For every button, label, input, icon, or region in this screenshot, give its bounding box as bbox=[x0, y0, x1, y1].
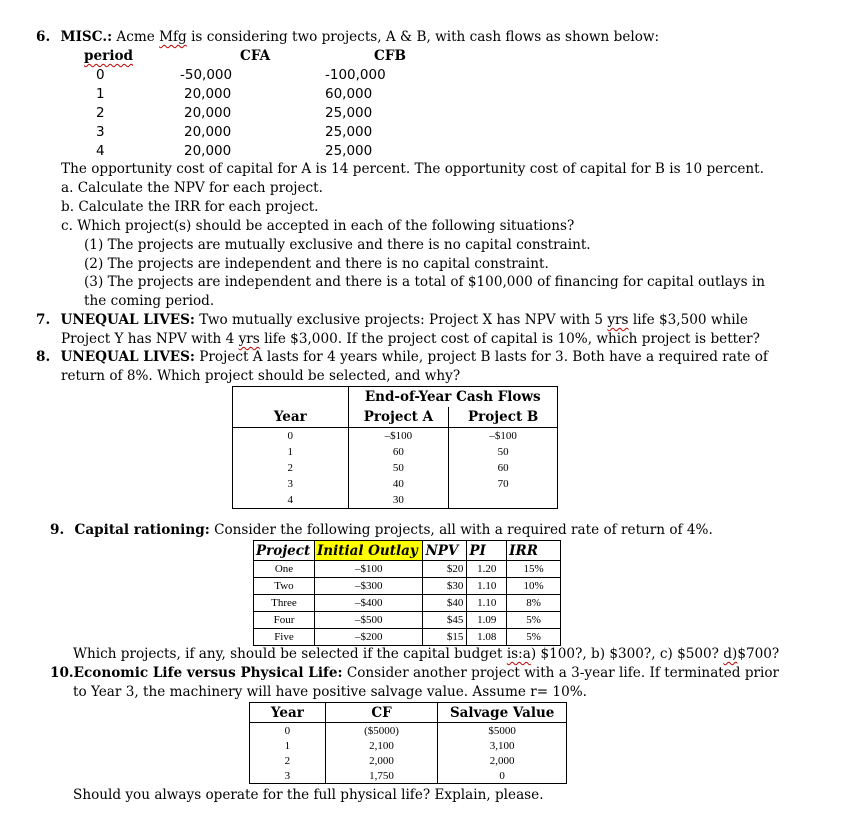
q9-npv: $40 bbox=[423, 595, 467, 612]
q10-cf: ($5000) bbox=[325, 723, 438, 739]
q8-label: UNEQUAL LIVES: bbox=[60, 349, 195, 365]
q9-project: Five bbox=[254, 629, 315, 646]
q10-table bbox=[249, 702, 567, 784]
q8-line1: Project A lasts for 4 years while, project B lasts for 3. Both have a required rate of bbox=[194, 349, 768, 365]
q6-period: 2 bbox=[96, 105, 105, 121]
table-row bbox=[254, 629, 561, 646]
q8-b: 50 bbox=[449, 444, 558, 460]
q6-cfb: 25,000 bbox=[325, 105, 373, 121]
table-row bbox=[233, 460, 558, 476]
table-row bbox=[233, 444, 558, 460]
q6-number: 6. bbox=[36, 29, 51, 45]
q9-table bbox=[253, 540, 561, 646]
q10-salvage: 0 bbox=[438, 768, 567, 784]
q9-npv: $20 bbox=[423, 561, 467, 578]
q10-line2: to Year 3, the machinery will have positive salvage value. Assume r= 10%. bbox=[73, 684, 587, 700]
q10-cf: 1,750 bbox=[325, 768, 438, 784]
q8-table bbox=[232, 386, 558, 509]
q8-number: 8. bbox=[36, 349, 51, 365]
q6-period: 4 bbox=[96, 143, 105, 159]
q8-a: –$100 bbox=[348, 428, 449, 445]
q9-irr: 15% bbox=[507, 561, 561, 578]
q8-corner bbox=[233, 387, 349, 408]
q9-npv: $30 bbox=[423, 578, 467, 595]
q8-line2: return of 8%. Which project should be selected, and why? bbox=[61, 368, 461, 384]
q9-outlay: –$300 bbox=[314, 578, 422, 595]
q10-col-salvage: Salvage Value bbox=[438, 703, 567, 723]
q9-outlay: –$500 bbox=[314, 612, 422, 629]
q9-npv: $15 bbox=[423, 629, 467, 646]
q9-col-outlay: Initial Outlay bbox=[314, 541, 422, 561]
q9-question-post: $700? bbox=[737, 646, 780, 662]
table-row bbox=[250, 753, 567, 768]
q9-project: One bbox=[254, 561, 315, 578]
q6-col-cfb: CFB bbox=[374, 48, 406, 64]
q6-cfb: 25,000 bbox=[325, 143, 373, 159]
q8-year: 0 bbox=[233, 428, 349, 445]
q9-question-word: is:a bbox=[506, 646, 531, 662]
q9-pi: 1.10 bbox=[467, 595, 507, 612]
q8-heading bbox=[36, 348, 768, 366]
q8-year: 4 bbox=[233, 492, 349, 509]
q9-question-pre: Which projects, if any, should be selected if the capital budget bbox=[73, 646, 507, 662]
q9-label: Capital rationing: bbox=[74, 522, 210, 538]
q6-cfa: 20,000 bbox=[184, 143, 232, 159]
q6-period: 1 bbox=[96, 86, 105, 102]
q9-col-irr: IRR bbox=[507, 541, 561, 561]
q6-opp-cost: The opportunity cost of capital for A is 14 percent. The opportunity cost of capital for B is 10 percent. bbox=[61, 161, 764, 177]
q9-question-mid: ) $100?, b) $300?, c) $500? bbox=[530, 646, 724, 662]
q8-b: 70 bbox=[449, 476, 558, 492]
q10-cf: 2,000 bbox=[325, 753, 438, 768]
q7-heading bbox=[36, 311, 748, 329]
q6-part-c2: (2) The projects are independent and there is no capital constraint. bbox=[84, 256, 549, 272]
table-row bbox=[250, 738, 567, 753]
q6-intro-word: Mfg bbox=[159, 29, 187, 45]
q6-cfb: 60,000 bbox=[325, 86, 373, 102]
q8-col-year: Year bbox=[233, 407, 349, 428]
q6-cfa: 20,000 bbox=[184, 105, 232, 121]
q9-irr: 8% bbox=[507, 595, 561, 612]
q6-col-period: period bbox=[84, 48, 134, 64]
q8-b: –$100 bbox=[449, 428, 558, 445]
q10-col-cf: CF bbox=[325, 703, 438, 723]
q7-label: UNEQUAL LIVES: bbox=[60, 312, 195, 328]
q9-project: Four bbox=[254, 612, 315, 629]
q9-outlay: –$200 bbox=[314, 629, 422, 646]
q10-col-year: Year bbox=[250, 703, 326, 723]
q10-year: 3 bbox=[250, 768, 326, 784]
q9-heading bbox=[50, 521, 713, 539]
q10-line1: Consider another project with a 3-year life. If terminated prior bbox=[342, 665, 780, 681]
q9-npv: $45 bbox=[423, 612, 467, 629]
q6-period: 0 bbox=[96, 67, 105, 83]
q9-project: Two bbox=[254, 578, 315, 595]
q6-label: MISC.: bbox=[60, 29, 113, 45]
q6-part-c3: (3) The projects are independent and there is a total of $100,000 of financing for capital outlays in bbox=[84, 274, 765, 290]
q10-cf: 2,100 bbox=[325, 738, 438, 753]
q9-question bbox=[73, 645, 779, 663]
table-row bbox=[254, 561, 561, 578]
q9-question-word2: d) bbox=[723, 646, 738, 662]
q6-part-c: c. Which project(s) should be accepted in each of the following situations? bbox=[61, 218, 575, 234]
q9-pi: 1.20 bbox=[467, 561, 507, 578]
table-row bbox=[233, 428, 558, 445]
q9-pi: 1.10 bbox=[467, 578, 507, 595]
q8-a: 60 bbox=[348, 444, 449, 460]
table-row bbox=[254, 578, 561, 595]
q8-col-b: Project B bbox=[449, 407, 558, 428]
q9-col-pi: PI bbox=[467, 541, 507, 561]
q6-part-c1: (1) The projects are mutually exclusive and there is no capital constraint. bbox=[84, 237, 591, 253]
q8-a: 50 bbox=[348, 460, 449, 476]
q8-b bbox=[449, 492, 558, 509]
table-row bbox=[254, 595, 561, 612]
table-row bbox=[250, 723, 567, 739]
q9-project: Three bbox=[254, 595, 315, 612]
q10-heading bbox=[50, 664, 779, 682]
q6-intro-pre: Acme bbox=[112, 29, 160, 45]
q9-number: 9. bbox=[50, 522, 65, 538]
q6-heading bbox=[36, 28, 659, 46]
q8-year: 3 bbox=[233, 476, 349, 492]
q6-cfa: 20,000 bbox=[184, 86, 232, 102]
q7-line2-pre: Project Y has NPV with 4 bbox=[61, 331, 239, 347]
q9-pi: 1.09 bbox=[467, 612, 507, 629]
q6-cfa: 20,000 bbox=[184, 124, 232, 140]
q6-period: 3 bbox=[96, 124, 105, 140]
q6-part-a: a. Calculate the NPV for each project. bbox=[61, 180, 323, 196]
table-row bbox=[254, 612, 561, 629]
table-row bbox=[250, 768, 567, 784]
table-row bbox=[233, 476, 558, 492]
q9-irr: 5% bbox=[507, 612, 561, 629]
q7-line1-post: life $3,500 while bbox=[628, 312, 748, 328]
q9-outlay: –$400 bbox=[314, 595, 422, 612]
q10-closing: Should you always operate for the full physical life? Explain, please. bbox=[73, 787, 544, 803]
q7-line1-word: yrs bbox=[607, 312, 629, 328]
q9-irr: 5% bbox=[507, 629, 561, 646]
q6-intro-post: is considering two projects, A & B, with cash flows as shown below: bbox=[186, 29, 660, 45]
q10-year: 2 bbox=[250, 753, 326, 768]
q9-irr: 10% bbox=[507, 578, 561, 595]
q10-year: 1 bbox=[250, 738, 326, 753]
q7-line2 bbox=[61, 330, 760, 348]
q9-col-npv: NPV bbox=[423, 541, 467, 561]
q8-b: 60 bbox=[449, 460, 558, 476]
q6-part-b: b. Calculate the IRR for each project. bbox=[61, 199, 319, 215]
q10-number: 10. bbox=[50, 665, 74, 681]
q6-col-cfa: CFA bbox=[240, 48, 271, 64]
q9-outlay: –$100 bbox=[314, 561, 422, 578]
q7-line1-pre: Two mutually exclusive projects: Project X has NPV with 5 bbox=[194, 312, 608, 328]
q8-a: 40 bbox=[348, 476, 449, 492]
q6-cfb: 25,000 bbox=[325, 124, 373, 140]
q9-pi: 1.08 bbox=[467, 629, 507, 646]
q7-line2-word: yrs bbox=[238, 331, 260, 347]
table-row bbox=[233, 492, 558, 509]
q6-cfb: -100,000 bbox=[325, 67, 386, 83]
q8-a: 30 bbox=[348, 492, 449, 509]
q6-part-c3-cont: the coming period. bbox=[84, 293, 215, 309]
q7-number: 7. bbox=[36, 312, 51, 328]
q10-year: 0 bbox=[250, 723, 326, 739]
q10-salvage: 2,000 bbox=[438, 753, 567, 768]
q8-col-a: Project A bbox=[348, 407, 449, 428]
q8-year: 2 bbox=[233, 460, 349, 476]
q6-cfa: -50,000 bbox=[180, 67, 233, 83]
q10-label: Economic Life versus Physical Life: bbox=[73, 665, 343, 681]
q10-salvage: 3,100 bbox=[438, 738, 567, 753]
q7-line2-post: life $3,000. If the project cost of capital is 10%, which project is better? bbox=[259, 331, 760, 347]
q8-year: 1 bbox=[233, 444, 349, 460]
q10-salvage: $5000 bbox=[438, 723, 567, 739]
q9-col-project: Project bbox=[254, 541, 315, 561]
q8-group-header: End-of-Year Cash Flows bbox=[348, 387, 557, 408]
q9-line1: Consider the following projects, all with a required rate of return of 4%. bbox=[209, 522, 713, 538]
